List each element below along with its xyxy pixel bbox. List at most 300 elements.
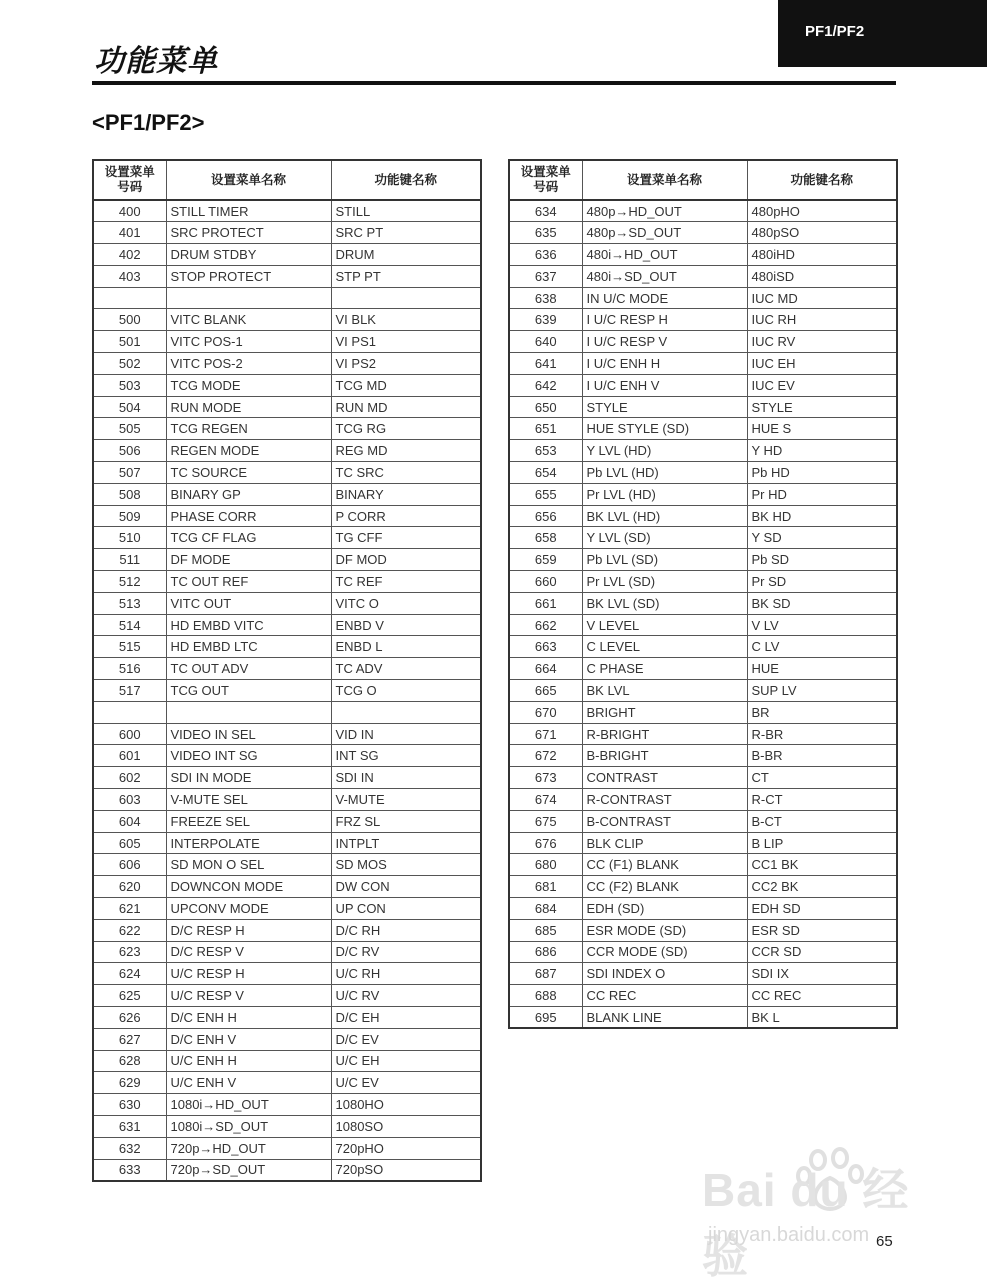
menu-number-cell: 680 bbox=[509, 854, 582, 876]
menu-number-cell: 635 bbox=[509, 222, 582, 244]
table-row bbox=[509, 941, 897, 963]
menu-name-cell: FREEZE SEL bbox=[166, 810, 331, 832]
function-key-cell: TG CFF bbox=[331, 527, 481, 549]
menu-number-cell: 685 bbox=[509, 919, 582, 941]
table-row bbox=[93, 1115, 481, 1137]
table-row bbox=[509, 440, 897, 462]
menu-name-cell: CONTRAST bbox=[582, 767, 747, 789]
column-header-number: 设置菜单 号码 bbox=[93, 160, 166, 200]
function-key-cell: Y SD bbox=[747, 527, 897, 549]
menu-number-cell: 660 bbox=[509, 571, 582, 593]
function-key-cell: RUN MD bbox=[331, 396, 481, 418]
menu-number-cell: 516 bbox=[93, 658, 166, 680]
menu-number-cell: 636 bbox=[509, 244, 582, 266]
function-key-cell: TC REF bbox=[331, 571, 481, 593]
function-key-cell: STILL bbox=[331, 200, 481, 222]
function-key-cell: IUC EH bbox=[747, 353, 897, 375]
function-key-cell: Pb SD bbox=[747, 549, 897, 571]
table-row bbox=[509, 505, 897, 527]
column-header-key: 功能键名称 bbox=[747, 160, 897, 200]
table-row bbox=[93, 1072, 481, 1094]
menu-name-cell: BLK CLIP bbox=[582, 832, 747, 854]
table-row bbox=[93, 483, 481, 505]
menu-number-cell: 626 bbox=[93, 1006, 166, 1028]
menu-number-cell: 501 bbox=[93, 331, 166, 353]
function-key-cell: DF MOD bbox=[331, 549, 481, 571]
menu-number-cell: 670 bbox=[509, 701, 582, 723]
menu-name-cell: Pb LVL (HD) bbox=[582, 462, 747, 484]
menu-name-cell: TC OUT ADV bbox=[166, 658, 331, 680]
menu-number-cell: 623 bbox=[93, 941, 166, 963]
function-key-cell: HUE S bbox=[747, 418, 897, 440]
header-rule bbox=[92, 81, 896, 85]
menu-number-cell: 507 bbox=[93, 462, 166, 484]
menu-number-cell: 603 bbox=[93, 789, 166, 811]
table-row bbox=[93, 963, 481, 985]
table-row bbox=[93, 614, 481, 636]
table-row bbox=[509, 353, 897, 375]
menu-number-cell: 602 bbox=[93, 767, 166, 789]
table-row bbox=[93, 353, 481, 375]
menu-name-cell: BK LVL (SD) bbox=[582, 592, 747, 614]
menu-number-cell: 503 bbox=[93, 374, 166, 396]
function-key-cell: U/C EH bbox=[331, 1050, 481, 1072]
menu-number-cell: 630 bbox=[93, 1094, 166, 1116]
menu-number-cell: 640 bbox=[509, 331, 582, 353]
table-row bbox=[509, 767, 897, 789]
table-row bbox=[93, 789, 481, 811]
table-row bbox=[93, 374, 481, 396]
menu-name-cell: REGEN MODE bbox=[166, 440, 331, 462]
menu-number-cell: 684 bbox=[509, 898, 582, 920]
menu-name-cell: VITC BLANK bbox=[166, 309, 331, 331]
menu-number-cell: 600 bbox=[93, 723, 166, 745]
menu-number-cell: 605 bbox=[93, 832, 166, 854]
menu-number-cell: 500 bbox=[93, 309, 166, 331]
function-key-cell: U/C RV bbox=[331, 985, 481, 1007]
menu-name-cell: TC OUT REF bbox=[166, 571, 331, 593]
function-key-cell: Y HD bbox=[747, 440, 897, 462]
menu-name-cell: 720p→HD_OUT bbox=[166, 1137, 331, 1159]
function-key-cell: IUC RV bbox=[747, 331, 897, 353]
menu-name-cell: D/C RESP H bbox=[166, 919, 331, 941]
function-key-cell: 480iSD bbox=[747, 265, 897, 287]
function-key-cell: SDI IN bbox=[331, 767, 481, 789]
table-row bbox=[93, 244, 481, 266]
column-header-name: 设置菜单名称 bbox=[582, 160, 747, 200]
menu-name-cell: VITC POS-2 bbox=[166, 353, 331, 375]
column-header-number: 设置菜单 号码 bbox=[509, 160, 582, 200]
function-key-cell: STP PT bbox=[331, 265, 481, 287]
menu-number-cell: 674 bbox=[509, 789, 582, 811]
menu-number-cell: 627 bbox=[93, 1028, 166, 1050]
table-row bbox=[509, 222, 897, 244]
menu-name-cell: 480p→SD_OUT bbox=[582, 222, 747, 244]
menu-table-right-body bbox=[509, 200, 897, 1028]
column-header-key: 功能键名称 bbox=[331, 160, 481, 200]
table-row bbox=[93, 592, 481, 614]
menu-name-cell: UPCONV MODE bbox=[166, 898, 331, 920]
menu-name-cell: TCG OUT bbox=[166, 680, 331, 702]
menu-name-cell: INTERPOLATE bbox=[166, 832, 331, 854]
table-row bbox=[93, 898, 481, 920]
menu-name-cell: VITC POS-1 bbox=[166, 331, 331, 353]
table-row bbox=[93, 1028, 481, 1050]
function-key-cell: CC1 BK bbox=[747, 854, 897, 876]
table-row bbox=[509, 723, 897, 745]
menu-number-cell: 638 bbox=[509, 287, 582, 309]
function-key-cell: 720pSO bbox=[331, 1159, 481, 1181]
menu-number-cell: 510 bbox=[93, 527, 166, 549]
table-row bbox=[509, 832, 897, 854]
section-tab: PF1/PF2 bbox=[778, 0, 987, 67]
function-key-cell: CT bbox=[747, 767, 897, 789]
menu-name-cell: BLANK LINE bbox=[582, 1006, 747, 1028]
function-key-cell: UP CON bbox=[331, 898, 481, 920]
table-row bbox=[509, 854, 897, 876]
menu-name-cell: SD MON O SEL bbox=[166, 854, 331, 876]
function-key-cell: D/C EH bbox=[331, 1006, 481, 1028]
table-row bbox=[509, 658, 897, 680]
menu-number-cell: 622 bbox=[93, 919, 166, 941]
function-key-cell: VI PS1 bbox=[331, 331, 481, 353]
menu-name-cell: EDH (SD) bbox=[582, 898, 747, 920]
menu-number-cell: 642 bbox=[509, 374, 582, 396]
function-key-cell: 480pSO bbox=[747, 222, 897, 244]
function-key-cell: V LV bbox=[747, 614, 897, 636]
menu-name-cell: BINARY GP bbox=[166, 483, 331, 505]
function-key-cell: BK SD bbox=[747, 592, 897, 614]
menu-number-cell: 504 bbox=[93, 396, 166, 418]
function-key-cell: TC ADV bbox=[331, 658, 481, 680]
menu-number-cell: 671 bbox=[509, 723, 582, 745]
table-row bbox=[93, 876, 481, 898]
function-key-cell: V-MUTE bbox=[331, 789, 481, 811]
menu-name-cell: U/C RESP H bbox=[166, 963, 331, 985]
menu-name-cell: Y LVL (SD) bbox=[582, 527, 747, 549]
menu-number-cell: 681 bbox=[509, 876, 582, 898]
menu-name-cell: 480p→HD_OUT bbox=[582, 200, 747, 222]
table-row bbox=[93, 1050, 481, 1072]
menu-number-cell: 639 bbox=[509, 309, 582, 331]
menu-name-cell: Pr LVL (HD) bbox=[582, 483, 747, 505]
menu-number-cell: 502 bbox=[93, 353, 166, 375]
menu-number-cell: 515 bbox=[93, 636, 166, 658]
menu-name-cell: VIDEO IN SEL bbox=[166, 723, 331, 745]
menu-number-cell: 633 bbox=[93, 1159, 166, 1181]
menu-name-cell: U/C ENH H bbox=[166, 1050, 331, 1072]
menu-name-cell: TCG MODE bbox=[166, 374, 331, 396]
menu-name-cell bbox=[166, 287, 331, 309]
function-key-cell: B LIP bbox=[747, 832, 897, 854]
menu-name-cell: Pb LVL (SD) bbox=[582, 549, 747, 571]
function-key-cell: D/C RV bbox=[331, 941, 481, 963]
table-row bbox=[93, 440, 481, 462]
menu-number-cell: 512 bbox=[93, 571, 166, 593]
table-row bbox=[509, 919, 897, 941]
table-row bbox=[93, 701, 481, 723]
menu-name-cell: C LEVEL bbox=[582, 636, 747, 658]
function-key-cell: TCG O bbox=[331, 680, 481, 702]
function-key-cell: R-BR bbox=[747, 723, 897, 745]
menu-number-cell: 641 bbox=[509, 353, 582, 375]
menu-number-cell: 632 bbox=[93, 1137, 166, 1159]
function-key-cell: TC SRC bbox=[331, 462, 481, 484]
menu-number-cell: 662 bbox=[509, 614, 582, 636]
table-row bbox=[93, 636, 481, 658]
menu-number-cell: 686 bbox=[509, 941, 582, 963]
function-key-cell: SDI IX bbox=[747, 963, 897, 985]
function-key-cell: 1080HO bbox=[331, 1094, 481, 1116]
menu-name-cell: R-CONTRAST bbox=[582, 789, 747, 811]
table-row bbox=[93, 222, 481, 244]
function-key-cell: B-CT bbox=[747, 810, 897, 832]
menu-name-cell: HD EMBD LTC bbox=[166, 636, 331, 658]
function-key-cell: CCR SD bbox=[747, 941, 897, 963]
menu-number-cell: 506 bbox=[93, 440, 166, 462]
table-row bbox=[509, 200, 897, 222]
table-row bbox=[93, 985, 481, 1007]
menu-number-cell: 695 bbox=[509, 1006, 582, 1028]
table-row bbox=[509, 963, 897, 985]
menu-table-left bbox=[92, 159, 482, 1182]
menu-name-cell: 1080i→HD_OUT bbox=[166, 1094, 331, 1116]
function-key-cell: VI PS2 bbox=[331, 353, 481, 375]
menu-number-cell: 508 bbox=[93, 483, 166, 505]
table-row bbox=[509, 680, 897, 702]
table-row bbox=[93, 527, 481, 549]
menu-name-cell: CCR MODE (SD) bbox=[582, 941, 747, 963]
table-row bbox=[93, 200, 481, 222]
menu-number-cell: 661 bbox=[509, 592, 582, 614]
table-row bbox=[93, 767, 481, 789]
menu-number-cell: 401 bbox=[93, 222, 166, 244]
function-key-cell: C LV bbox=[747, 636, 897, 658]
table-row bbox=[93, 810, 481, 832]
menu-number-cell: 624 bbox=[93, 963, 166, 985]
function-key-cell: STYLE bbox=[747, 396, 897, 418]
menu-name-cell: CC (F2) BLANK bbox=[582, 876, 747, 898]
table-row bbox=[509, 898, 897, 920]
menu-number-cell: 672 bbox=[509, 745, 582, 767]
menu-number-cell: 631 bbox=[93, 1115, 166, 1137]
menu-name-cell: 480i→HD_OUT bbox=[582, 244, 747, 266]
table-row bbox=[93, 854, 481, 876]
menu-number-cell: 628 bbox=[93, 1050, 166, 1072]
function-key-cell: BINARY bbox=[331, 483, 481, 505]
menu-number-cell: 651 bbox=[509, 418, 582, 440]
function-key-cell: VI BLK bbox=[331, 309, 481, 331]
table-row bbox=[509, 789, 897, 811]
menu-number-cell: 650 bbox=[509, 396, 582, 418]
table-row bbox=[509, 265, 897, 287]
menu-name-cell: VITC OUT bbox=[166, 592, 331, 614]
page-number: 65 bbox=[876, 1233, 893, 1250]
function-key-cell: IUC EV bbox=[747, 374, 897, 396]
function-key-cell bbox=[331, 701, 481, 723]
menu-number-cell: 606 bbox=[93, 854, 166, 876]
table-row bbox=[509, 483, 897, 505]
function-key-cell: INT SG bbox=[331, 745, 481, 767]
table-row bbox=[93, 571, 481, 593]
table-row bbox=[93, 832, 481, 854]
menu-name-cell: D/C ENH V bbox=[166, 1028, 331, 1050]
function-key-cell: BK L bbox=[747, 1006, 897, 1028]
menu-number-cell: 664 bbox=[509, 658, 582, 680]
function-key-cell: 480pHO bbox=[747, 200, 897, 222]
table-row bbox=[509, 1006, 897, 1028]
table-row bbox=[509, 549, 897, 571]
menu-number-cell: 687 bbox=[509, 963, 582, 985]
table-row bbox=[509, 287, 897, 309]
table-row bbox=[509, 636, 897, 658]
table-row bbox=[93, 919, 481, 941]
menu-name-cell bbox=[166, 701, 331, 723]
table-row bbox=[93, 462, 481, 484]
function-key-cell: Pr SD bbox=[747, 571, 897, 593]
table-row bbox=[509, 374, 897, 396]
function-key-cell: B-BR bbox=[747, 745, 897, 767]
menu-number-cell: 688 bbox=[509, 985, 582, 1007]
table-row bbox=[509, 331, 897, 353]
menu-name-cell: V-MUTE SEL bbox=[166, 789, 331, 811]
function-key-cell: REG MD bbox=[331, 440, 481, 462]
function-key-cell: ENBD L bbox=[331, 636, 481, 658]
menu-name-cell: HD EMBD VITC bbox=[166, 614, 331, 636]
table-row bbox=[509, 614, 897, 636]
menu-name-cell: BK LVL bbox=[582, 680, 747, 702]
table-row bbox=[93, 418, 481, 440]
menu-name-cell: IN U/C MODE bbox=[582, 287, 747, 309]
function-key-cell: ESR SD bbox=[747, 919, 897, 941]
menu-number-cell: 637 bbox=[509, 265, 582, 287]
function-key-cell: 720pHO bbox=[331, 1137, 481, 1159]
table-row bbox=[509, 396, 897, 418]
menu-name-cell: ESR MODE (SD) bbox=[582, 919, 747, 941]
menu-number-cell bbox=[93, 287, 166, 309]
menu-number-cell: 629 bbox=[93, 1072, 166, 1094]
menu-number-cell: 505 bbox=[93, 418, 166, 440]
table-row bbox=[93, 745, 481, 767]
menu-number-cell: 656 bbox=[509, 505, 582, 527]
menu-number-cell: 400 bbox=[93, 200, 166, 222]
table-row bbox=[93, 1137, 481, 1159]
table-row bbox=[509, 876, 897, 898]
function-key-cell: D/C RH bbox=[331, 919, 481, 941]
menu-number-cell: 601 bbox=[93, 745, 166, 767]
menu-name-cell: DRUM STDBY bbox=[166, 244, 331, 266]
menu-number-cell: 514 bbox=[93, 614, 166, 636]
menu-number-cell: 653 bbox=[509, 440, 582, 462]
menu-number-cell: 509 bbox=[93, 505, 166, 527]
table-row bbox=[509, 309, 897, 331]
function-key-cell: SUP LV bbox=[747, 680, 897, 702]
table-row bbox=[93, 723, 481, 745]
table-row bbox=[509, 985, 897, 1007]
table-row bbox=[509, 418, 897, 440]
function-key-cell: ENBD V bbox=[331, 614, 481, 636]
table-row bbox=[509, 462, 897, 484]
menu-name-cell: CC REC bbox=[582, 985, 747, 1007]
function-key-cell: U/C EV bbox=[331, 1072, 481, 1094]
menu-number-cell: 634 bbox=[509, 200, 582, 222]
table-row bbox=[93, 941, 481, 963]
menu-name-cell: D/C ENH H bbox=[166, 1006, 331, 1028]
function-key-cell: CC REC bbox=[747, 985, 897, 1007]
menu-table-right bbox=[508, 159, 898, 1029]
function-key-cell: SRC PT bbox=[331, 222, 481, 244]
table-row bbox=[509, 527, 897, 549]
table-row bbox=[93, 1006, 481, 1028]
menu-number-cell bbox=[93, 701, 166, 723]
menu-name-cell: 1080i→SD_OUT bbox=[166, 1115, 331, 1137]
menu-name-cell: 480i→SD_OUT bbox=[582, 265, 747, 287]
function-key-cell: TCG MD bbox=[331, 374, 481, 396]
menu-name-cell: VIDEO INT SG bbox=[166, 745, 331, 767]
table-row bbox=[509, 701, 897, 723]
menu-name-cell: HUE STYLE (SD) bbox=[582, 418, 747, 440]
menu-name-cell: V LEVEL bbox=[582, 614, 747, 636]
function-key-cell: BK HD bbox=[747, 505, 897, 527]
menu-number-cell: 621 bbox=[93, 898, 166, 920]
menu-number-cell: 673 bbox=[509, 767, 582, 789]
menu-name-cell: STILL TIMER bbox=[166, 200, 331, 222]
menu-number-cell: 604 bbox=[93, 810, 166, 832]
baidu-watermark bbox=[700, 1140, 930, 1282]
menu-number-cell: 620 bbox=[93, 876, 166, 898]
menu-name-cell: TCG REGEN bbox=[166, 418, 331, 440]
menu-name-cell: STYLE bbox=[582, 396, 747, 418]
function-key-cell: DRUM bbox=[331, 244, 481, 266]
menu-number-cell: 517 bbox=[93, 680, 166, 702]
function-key-cell: 480iHD bbox=[747, 244, 897, 266]
menu-number-cell: 663 bbox=[509, 636, 582, 658]
menu-name-cell: R-BRIGHT bbox=[582, 723, 747, 745]
table-row bbox=[93, 680, 481, 702]
function-key-cell: P CORR bbox=[331, 505, 481, 527]
menu-name-cell: U/C RESP V bbox=[166, 985, 331, 1007]
menu-name-cell: SRC PROTECT bbox=[166, 222, 331, 244]
function-key-cell: CC2 BK bbox=[747, 876, 897, 898]
function-key-cell: IUC MD bbox=[747, 287, 897, 309]
menu-name-cell: STOP PROTECT bbox=[166, 265, 331, 287]
menu-name-cell: I U/C ENH H bbox=[582, 353, 747, 375]
menu-number-cell: 511 bbox=[93, 549, 166, 571]
function-key-cell: EDH SD bbox=[747, 898, 897, 920]
table-row bbox=[93, 309, 481, 331]
table-row bbox=[509, 810, 897, 832]
function-key-cell: D/C EV bbox=[331, 1028, 481, 1050]
function-key-cell: DW CON bbox=[331, 876, 481, 898]
function-key-cell: SD MOS bbox=[331, 854, 481, 876]
menu-name-cell: CC (F1) BLANK bbox=[582, 854, 747, 876]
menu-name-cell: B-BRIGHT bbox=[582, 745, 747, 767]
function-key-cell: IUC RH bbox=[747, 309, 897, 331]
menu-number-cell: 659 bbox=[509, 549, 582, 571]
function-key-cell: INTPLT bbox=[331, 832, 481, 854]
menu-name-cell: Y LVL (HD) bbox=[582, 440, 747, 462]
table-row bbox=[509, 745, 897, 767]
menu-name-cell: I U/C ENH V bbox=[582, 374, 747, 396]
table-row bbox=[93, 331, 481, 353]
menu-number-cell: 658 bbox=[509, 527, 582, 549]
menu-name-cell: I U/C RESP H bbox=[582, 309, 747, 331]
function-key-cell bbox=[331, 287, 481, 309]
menu-name-cell: 720p→SD_OUT bbox=[166, 1159, 331, 1181]
function-key-cell: VITC O bbox=[331, 592, 481, 614]
function-key-cell: FRZ SL bbox=[331, 810, 481, 832]
table-row bbox=[93, 505, 481, 527]
